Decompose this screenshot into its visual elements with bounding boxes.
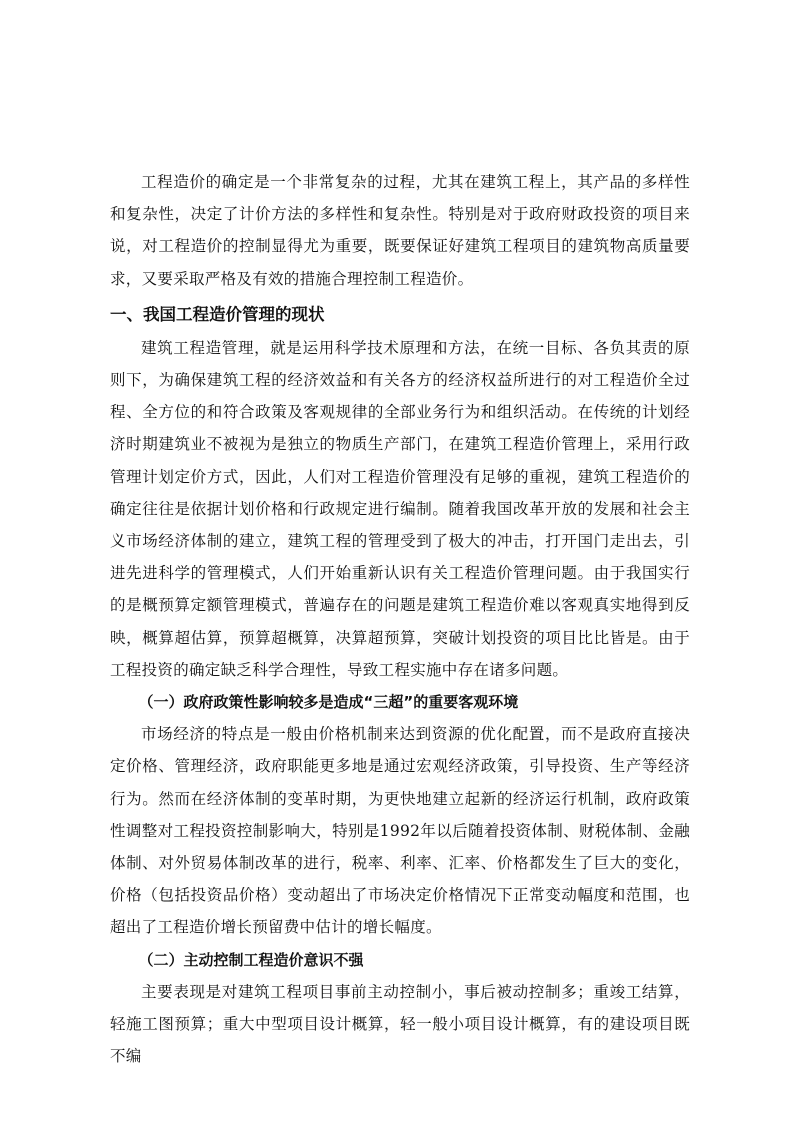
intro-paragraph: 工程造价的确定是一个非常复杂的过程，尤其在建筑工程上，其产品的多样性和复杂性，决定了计价方法的多样性和复杂性。特别是对于政府财政投资的项目来说，对工程造价的控制显得尤为重要，既要保证好建筑工程项目的建筑物高质量要求，又要采取严格及有效的措施合理控制工程造价。 xyxy=(110,173,690,288)
document-page xyxy=(110,166,690,1072)
section-heading-current-status: 一、我国工程造价管理的现状 xyxy=(110,304,325,324)
subsection-paragraph-policy-influence: 市场经济的特点是一般由价格机制来达到资源的优化配置，而不是政府直接决定价格、管理经济，政府职能更多地是通过宏观经济政策，引导投资、生产等经济行为。然而在经济体制的变革时期，为更快地建立起新的经济运行机制，政府政策性调整对工程投资控制影响大，特别是1992年以后随着投资体制、财税体制、金融体制、对外贸易体制改革的进行，税率、利率、汇率、价格都发生了巨大的变化，价格（包括投资品价格）变动超出了市场决定价格情况下正常变动幅度和范围，也超出了工程造价增长预留费中估计的增长幅度。 xyxy=(110,725,690,937)
subsection-heading-policy-influence: （一）政府政策性影响较多是造成“三超”的重要客观环境 xyxy=(138,693,519,712)
subsection-heading-active-control: （二）主动控制工程造价意识不强 xyxy=(138,950,364,969)
section-paragraph-current-status: 建筑工程造管理，就是运用科学技术原理和方法，在统一目标、各负其责的原则下，为确保建筑工程的经济效益和有关各方的经济权益所进行的对工程造价全过程、全方位的和符合政策及客观规律的全部业务行为和组织活动。在传统的计划经济时期建筑业不被视为是独立的物质生产部门，在建筑工程造价管理上，采用行政管理计划定价方式，因此，人们对工程造价管理没有足够的重视，建筑工程造价的确定往往是依据计划价格和行政规定进行编制。随着我国改革开放的发展和社会主义市场经济体制的建立，建筑工程的管理受到了极大的冲击，打开国门走出去，引进先进科学的管理模式，人们开始重新认识有关工程造价管理问题。由于我国实行的是概预算定额管理模式，普遍存在的问题是建筑工程造价难以客观真实地得到反映，概算超估算，预算超概算，决算超预算，突破计划投资的项目比比皆是。由于工程投资的确定缺乏科学合理性，导致工程实施中存在诸多问题。 xyxy=(110,338,690,679)
subsection-paragraph-active-control: 主要表现是对建筑工程项目事前主动控制小，事后被动控制多；重竣工结算，轻施工图预算；重大中型项目设计概算，轻一般小项目设计概算，有的建设项目既不编 xyxy=(110,982,690,1066)
